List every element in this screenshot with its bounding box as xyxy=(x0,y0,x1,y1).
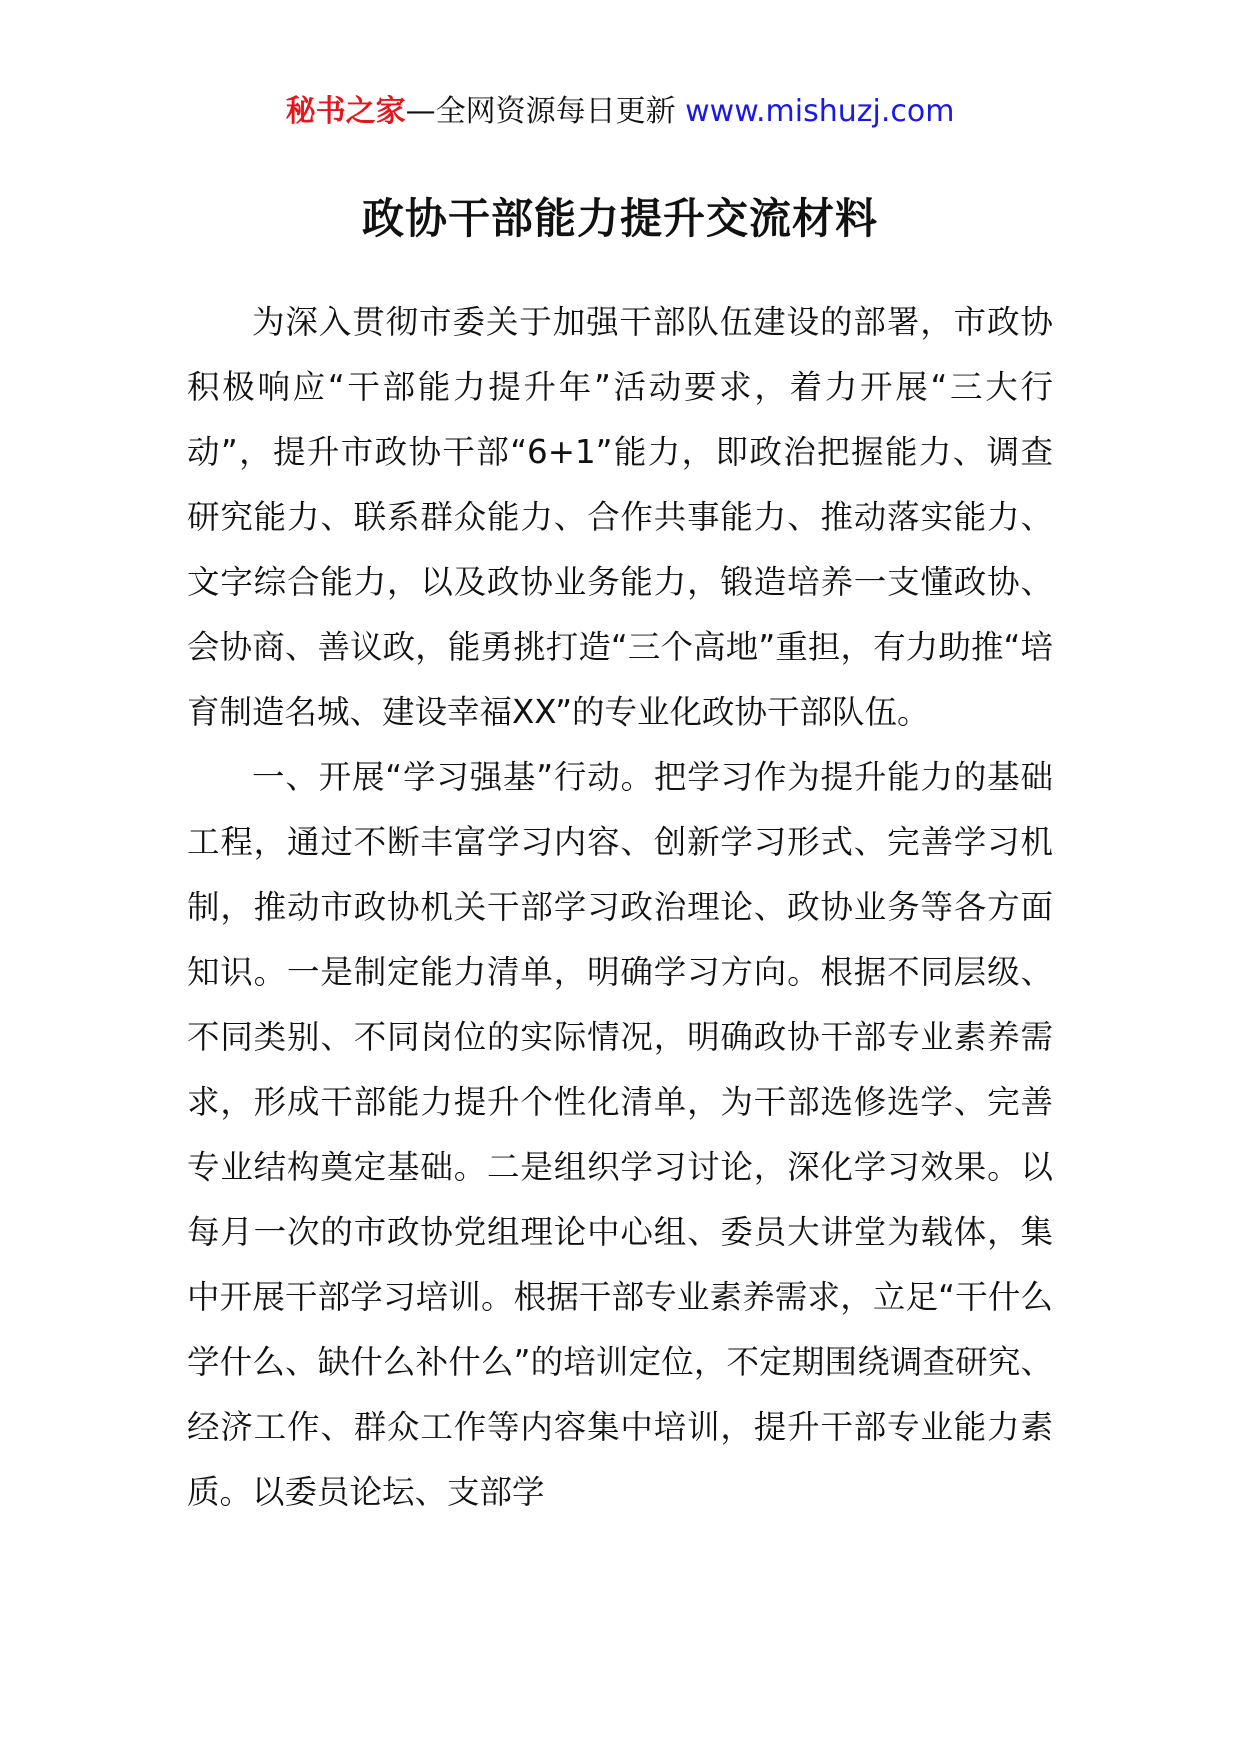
site-tagline: —全网资源每日更新 xyxy=(405,94,676,129)
site-header xyxy=(0,92,1240,132)
site-url-link[interactable]: www.mishuzj.com xyxy=(685,94,955,129)
paragraph-section-one: 一、开展“学习强基”行动。把学习作为提升能力的基础工程，通过不断丰富学习内容、创新学习形式、完善学习机制，推动市政协机关干部学习政治理论、政协业务等各方面知识。一是制定能力清单，明确学习方向。根据不同层级、不同类别、不同岗位的实际情况，明确政协干部专业素养需求，形成干部能力提升个性化清单，为干部选修选学、完善专业结构奠定基础。二是组织学习讨论，深化学习效果。以每月一次的市政协党组理论中心组、委员大讲堂为载体，集中开展干部学习培训。根据干部专业素养需求，立足“干什么学什么、缺什么补什么”的培训定位，不定期围绕调查研究、经济工作、群众工作等内容集中培训，提升干部专业能力素质。以委员论坛、支部学 xyxy=(187,758,1053,1511)
paragraph-intro: 为深入贯彻市委关于加强干部队伍建设的部署，市政协积极响应“干部能力提升年”活动要求，着力开展“三大行动”，提升市政协干部“6+1”能力，即政治把握能力、调查研究能力、联系群众能力、合作共事能力、推动落实能力、文字综合能力，以及政协业务能力，锻造培养一支懂政协、会协商、善议政，能勇挑打造“三个高地”重担，有力助推“培育制造名城、建设幸福XX”的专业化政协干部队伍。 xyxy=(187,303,1053,731)
site-brand: 秘书之家 xyxy=(285,94,406,129)
document-title: 政协干部能力提升交流材料 xyxy=(361,194,878,244)
document-body xyxy=(187,290,1053,1525)
